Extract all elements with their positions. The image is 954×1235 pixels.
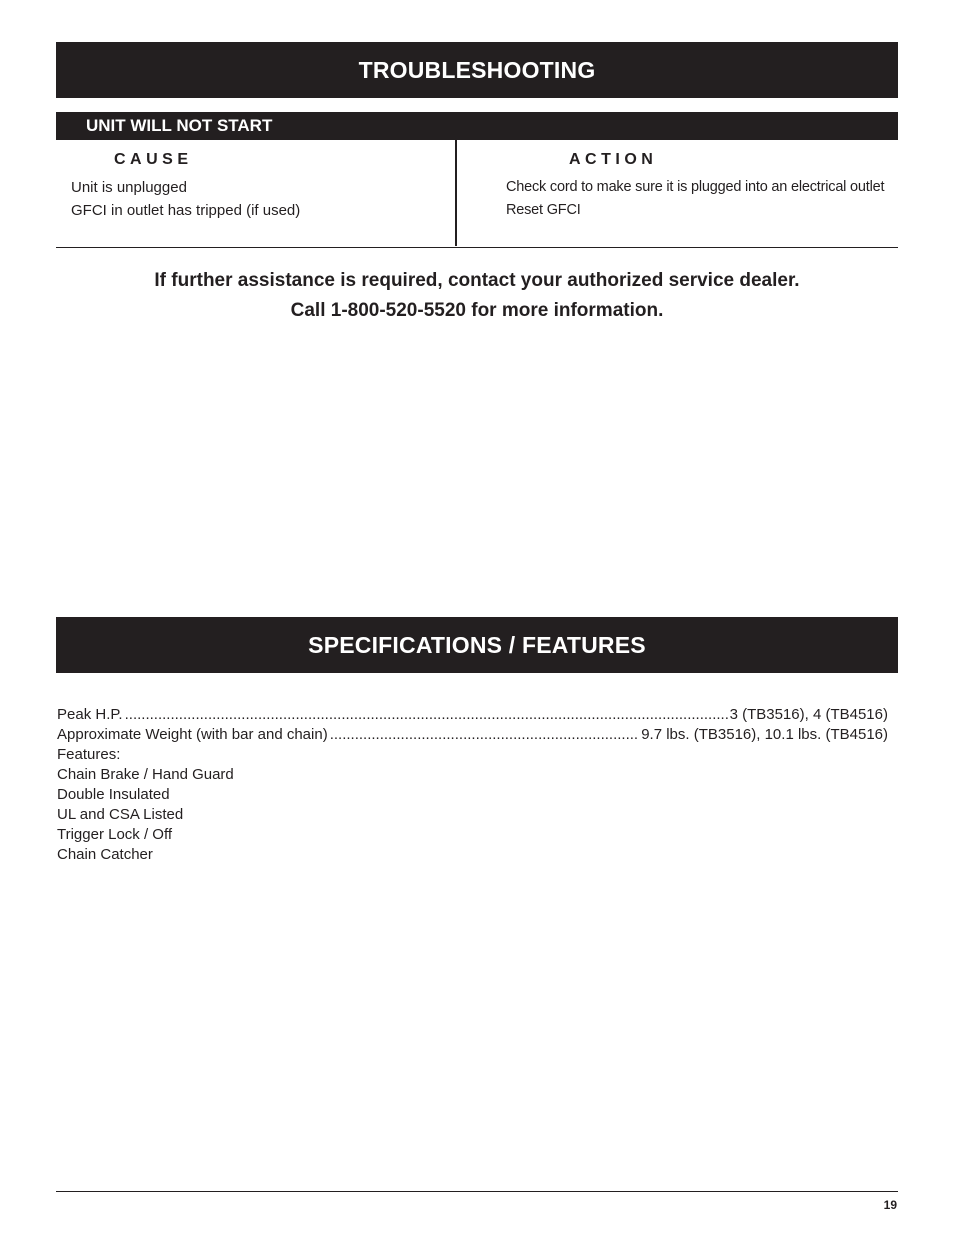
spec-value: 9.7 lbs. (TB3516), 10.1 lbs. (TB4516) <box>641 726 888 743</box>
action-item: Check cord to make sure it is plugged into an electrical outlet <box>506 179 885 195</box>
features-heading: Features: <box>57 746 121 763</box>
spec-row-weight <box>57 725 888 745</box>
spec-label: Approximate Weight (with bar and chain) <box>57 726 328 743</box>
specifications-title: SPECIFICATIONS / FEATURES <box>56 617 898 673</box>
problem-header: UNIT WILL NOT START <box>56 112 898 140</box>
feature-item: UL and CSA Listed <box>57 806 184 823</box>
dot-leader <box>125 705 728 725</box>
cause-item: GFCI in outlet has tripped (if used) <box>71 202 301 219</box>
spec-label: Peak H.P. <box>57 706 123 723</box>
action-list <box>506 176 884 222</box>
cause-heading: CAUSE <box>114 151 193 168</box>
feature-item: Chain Catcher <box>57 846 153 863</box>
specifications-list <box>57 705 888 865</box>
troubleshooting-title: TROUBLESHOOTING <box>56 42 898 98</box>
column-divider <box>455 140 457 246</box>
dot-leader <box>330 725 640 745</box>
cause-item: Unit is unplugged <box>71 179 187 196</box>
page-number: 19 <box>883 1198 897 1212</box>
action-heading: ACTION <box>569 151 658 168</box>
table-bottom-rule <box>56 247 898 248</box>
cause-list <box>71 176 300 222</box>
spec-value: 3 (TB3516), 4 (TB4516) <box>729 706 888 723</box>
assistance-message: If further assistance is required, contact your authorized service dealer. <box>154 270 800 291</box>
spec-row-peak-hp <box>57 705 888 725</box>
assistance-phone: Call 1-800-520-5520 for more information. <box>290 300 664 321</box>
feature-item: Trigger Lock / Off <box>57 826 173 843</box>
footer-rule <box>56 1191 898 1192</box>
action-item: Reset GFCI <box>506 202 581 218</box>
feature-item: Chain Brake / Hand Guard <box>57 766 234 783</box>
feature-item: Double Insulated <box>57 786 170 803</box>
